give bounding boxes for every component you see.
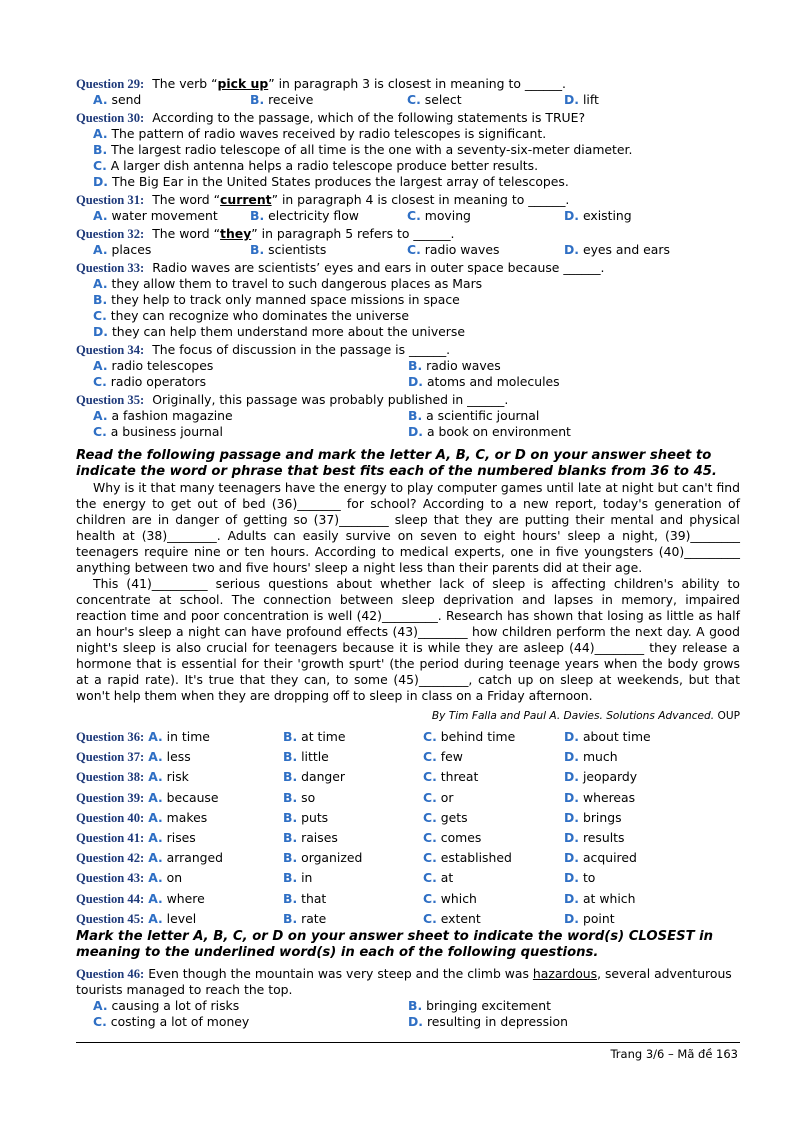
option-a[interactable]: A. they allow them to travel to such dangerous places as Mars	[93, 276, 483, 291]
grid-question-row	[76, 727, 740, 747]
option-b[interactable]: B. electricity flow	[250, 208, 359, 223]
option-a[interactable]: Question 45: A. level	[76, 910, 197, 926]
option-d[interactable]: D. to	[564, 870, 596, 886]
option-d[interactable]: D. a book on environment	[408, 424, 571, 439]
option-c[interactable]: C. they can recognize who dominates the universe	[93, 308, 409, 323]
footer-divider	[76, 1042, 740, 1043]
underlined-word: hazardous	[532, 965, 598, 981]
options-row	[76, 998, 740, 1014]
question-label: Question 45:	[76, 911, 145, 926]
option-b[interactable]: B. receive	[250, 92, 314, 107]
question-label: Question 44:	[76, 891, 145, 906]
question-text: The word “they” in paragraph 5 refers to ______.	[152, 226, 455, 241]
option-c[interactable]: C. costing a lot of money	[93, 1013, 250, 1029]
option-b[interactable]: B. The largest radio telescope of all time is the one with a seventy-six-meter diameter.	[93, 142, 633, 157]
citation: By Tim Falla and Paul A. Davies. Solutions Advanced. OUP	[431, 710, 740, 722]
question-text: The focus of discussion in the passage is ______.	[152, 342, 451, 357]
option-d[interactable]: D. lift	[564, 92, 599, 107]
option-c[interactable]: C. A larger dish antenna helps a radio telescope produce better results.	[93, 158, 539, 173]
grid-question-row	[76, 747, 740, 767]
option-c[interactable]: C. few	[423, 749, 463, 765]
question-33	[76, 260, 740, 276]
option-b[interactable]: B. that	[283, 890, 327, 906]
option-a[interactable]: Question 39: A. because	[76, 789, 219, 805]
options-row	[76, 408, 740, 424]
option-a[interactable]: A. send	[93, 92, 142, 107]
option-d[interactable]: D. whereas	[564, 789, 636, 805]
question-label: Question 42:	[76, 851, 145, 866]
option-a[interactable]: Question 40: A. makes	[76, 809, 208, 825]
question-text: Originally, this passage was probably published in ______.	[152, 392, 509, 407]
option-d[interactable]: D. about time	[564, 729, 651, 745]
option-b[interactable]: B. a scientific journal	[408, 408, 540, 423]
question-text: Radio waves are scientists’ eyes and ears in outer space because ______.	[152, 260, 605, 275]
question-label: Question 40:	[76, 810, 145, 825]
option-d[interactable]: D. point	[564, 910, 615, 926]
keyword: they	[220, 226, 252, 241]
option-a[interactable]: A. a fashion magazine	[93, 408, 233, 423]
option-c[interactable]: C. at	[423, 870, 454, 886]
option-c[interactable]: C. comes	[423, 830, 482, 846]
option-a[interactable]: Question 36: A. in time	[76, 729, 210, 745]
question-46	[76, 966, 740, 998]
question-label: Question 34:	[76, 343, 145, 357]
option-d[interactable]: D. resulting in depression	[408, 1013, 568, 1029]
option-b[interactable]: B. rate	[283, 910, 327, 926]
option-d[interactable]: D. they can help them understand more about the universe	[93, 324, 465, 339]
options-row	[76, 358, 740, 374]
option-b[interactable]: B. danger	[283, 769, 346, 785]
option-b[interactable]: B. so	[283, 789, 316, 805]
option-c[interactable]: C. established	[423, 850, 512, 866]
option-c[interactable]: C. select	[407, 92, 462, 107]
option-b[interactable]: B. organized	[283, 850, 363, 866]
option-b[interactable]: B. scientists	[250, 242, 327, 257]
option-a[interactable]: Question 43: A. on	[76, 870, 183, 886]
question-30	[76, 110, 740, 126]
option-c[interactable]: C. moving	[407, 208, 471, 223]
question-text: The word “current” in paragraph 4 is closest in meaning to ______.	[152, 192, 570, 207]
question-label: Question 33:	[76, 261, 145, 275]
grid-question-row	[76, 767, 740, 787]
option-a[interactable]: Question 38: A. risk	[76, 769, 189, 785]
option-b[interactable]: B. radio waves	[408, 358, 501, 373]
option-c[interactable]: C. radio waves	[407, 242, 500, 257]
option-a[interactable]: A. The pattern of radio waves received by radio telescopes is significant.	[93, 126, 547, 141]
option-d[interactable]: D. existing	[564, 208, 632, 223]
option-d[interactable]: D. eyes and ears	[564, 242, 670, 257]
option-d[interactable]: D. acquired	[564, 850, 637, 866]
option-a[interactable]: A. places	[93, 242, 152, 257]
options-row	[76, 424, 740, 440]
option-b[interactable]: B. at time	[283, 729, 346, 745]
grid-question-row	[76, 848, 740, 868]
grid-question-row	[76, 788, 740, 808]
option-c[interactable]: C. which	[423, 890, 477, 906]
option-c[interactable]: C. gets	[423, 809, 468, 825]
option-a[interactable]: Question 44: A. where	[76, 890, 205, 906]
option-c[interactable]: C. behind time	[423, 729, 516, 745]
option-c[interactable]: C. or	[423, 789, 454, 805]
passage-paragraph-2: This (41)_________ serious questions about whether lack of sleep is affecting children's ability to concentrate at school. The connection between sleep deprivation and lapses in memory, impaired reaction time and poor concentration is well (42)_________. Research has shown that losing as little as half an hour's sleep a night can have profound effects (43)________ how children perform the next day. A good night's sleep is also crucial for teenagers because it is while they are asleep (44)________ they release a hormone that is essential for their 'growth spurt' (the period during teenage years when the body grows at a rapid rate). It's true that they can, to some (45)________, catch up on sleep at weekends, but that won't help them when they are dropping off to sleep in class on a Friday afternoon.	[76, 576, 740, 703]
question-text: According to the passage, which of the following statements is TRUE?	[152, 110, 586, 125]
option-d[interactable]: D. The Big Ear in the United States produces the largest array of telescopes.	[93, 174, 569, 189]
option-c[interactable]: C. a business journal	[93, 424, 223, 439]
question-label: Question 32:	[76, 227, 145, 241]
options-row	[76, 242, 740, 258]
keyword: pick up	[217, 76, 269, 91]
question-label: Question 31:	[76, 193, 145, 207]
keyword: current	[220, 192, 272, 207]
question-text: Question 46: Even though the mountain was very steep and the climb was hazardous, several adventurous tourists managed to reach the top.	[76, 965, 732, 997]
option-c[interactable]: C. radio operators	[93, 374, 207, 389]
option-b[interactable]: B. bringing excitement	[408, 997, 551, 1013]
option-a[interactable]: A. radio telescopes	[93, 358, 214, 373]
grid-question-row	[76, 868, 740, 888]
question-32	[76, 226, 740, 242]
option-c[interactable]: C. extent	[423, 910, 481, 926]
options-row	[76, 1014, 740, 1030]
question-34	[76, 342, 740, 358]
options-row	[76, 208, 740, 224]
question-label: Question 36:	[76, 730, 145, 745]
option-a[interactable]: A. water movement	[93, 208, 218, 223]
question-label: Question 39:	[76, 790, 145, 805]
grid-question-row	[76, 828, 740, 848]
options-row	[76, 374, 740, 390]
option-a[interactable]: Question 42: A. arranged	[76, 850, 224, 866]
option-b[interactable]: B. they help to track only manned space missions in space	[93, 292, 460, 307]
option-c[interactable]: C. threat	[423, 769, 479, 785]
question-label: Question 41:	[76, 831, 145, 846]
option-d[interactable]: D. atoms and molecules	[408, 374, 560, 389]
page-footer: Trang 3/6 – Mã đề 163	[610, 1047, 738, 1061]
option-a[interactable]: Question 41: A. rises	[76, 830, 196, 846]
option-b[interactable]: B. little	[283, 749, 329, 765]
question-label: Question 38:	[76, 770, 145, 785]
option-b[interactable]: B. puts	[283, 809, 329, 825]
question-label: Question 30:	[76, 111, 145, 125]
options-row	[76, 92, 740, 108]
option-d[interactable]: D. at which	[564, 890, 636, 906]
section-instruction: Read the following passage and mark the letter A, B, C, or D on your answer sheet to indicate the word or phrase that best fits each of the numbered blanks from 36 to 45.	[76, 448, 717, 479]
grid-question-row	[76, 808, 740, 828]
question-label: Question 29:	[76, 77, 145, 91]
option-d[interactable]: D. much	[564, 749, 618, 765]
question-label: Question 37:	[76, 750, 145, 765]
question-29	[76, 76, 740, 92]
option-d[interactable]: D. results	[564, 830, 625, 846]
question-label: Question 35:	[76, 393, 145, 407]
grid-question-row	[76, 889, 740, 909]
answer-grid	[76, 727, 740, 929]
question-label: Question 43:	[76, 871, 145, 886]
option-d[interactable]: D. jeopardy	[564, 769, 638, 785]
section-instruction: Mark the letter A, B, C, or D on your answer sheet to indicate the word(s) CLOSEST in meaning to the underlined word(s) in each of the following questions.	[76, 928, 714, 960]
question-35	[76, 392, 740, 408]
question-label: Question 46:	[76, 966, 145, 981]
option-b[interactable]: B. in	[283, 870, 313, 886]
exam-page	[76, 74, 740, 1030]
question-31	[76, 192, 740, 208]
option-b[interactable]: B. raises	[283, 830, 338, 846]
option-d[interactable]: D. brings	[564, 809, 622, 825]
option-a[interactable]: A. causing a lot of risks	[93, 997, 240, 1013]
passage-paragraph-1: Why is it that many teenagers have the energy to play computer games until late at night but can't find the energy to get out of bed (36)_______ for school? According to a new report, today's generation of children are in danger of getting so (37)________ sleep that they are putting their mental and physical health at (38)________. Adults can easily survive on seven to eight hours' sleep a night, (39)________ teenagers require nine or ten hours. According to medical experts, one in five youngsters (40)_________ anything between two and five hours' sleep a night less than their parents did at their age.	[76, 480, 740, 575]
option-a[interactable]: Question 37: A. less	[76, 749, 191, 765]
grid-question-row	[76, 909, 740, 929]
question-text: The verb “pick up” in paragraph 3 is closest in meaning to ______.	[152, 76, 566, 91]
